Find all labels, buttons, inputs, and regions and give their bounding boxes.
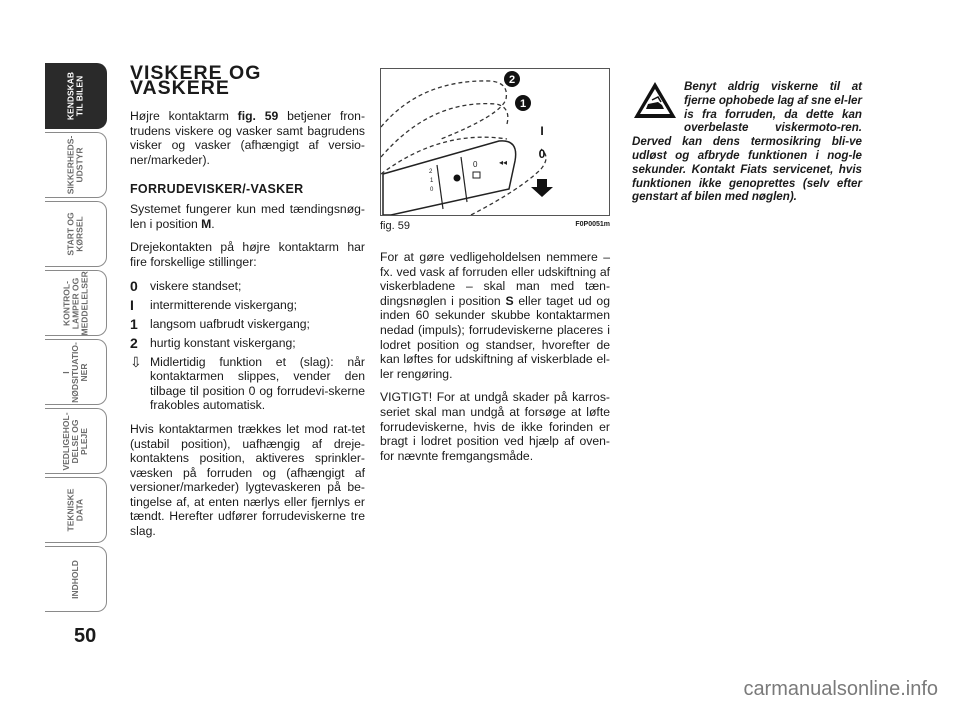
label-position-I: I: [540, 124, 544, 138]
warning-text: Benyt aldrig viskerne til at fjerne ophobede lag af sne el-ler is fra forruden, da dette kan overbelaste viskermoto-ren. Derved kan dens termosikring bli-ve udløst og afbryde funktionen i nog-le sekunder. Kontakt Fiats servicenet, hvis funktionen ikke genoprettes (selv efter genstart af bilen med nøglen).: [632, 80, 862, 204]
tab-label: INDHOLD: [70, 559, 80, 599]
position-item: ⇩ Midlertidig funktion et (slag): når kontaktarmen slippes, vender den tilbage til position 0 og forrudevi-skerne frakobles automatisk.: [130, 353, 365, 413]
maintenance-paragraph: For at gøre vedligeholdelsen nemmere – fx. ved vask af forruden eller udskiftning af viskerbladene – skal man med tæn-dingsnøglen i position S eller taget ud og inden 60 sekunder skubbe kontaktarmen nedad (impuls); forrudeviskerne placeres i lodret position og standser, hvorefter de kan løftes for udskiftning af viskerblade el-ler rengøring.: [380, 250, 610, 381]
second-column: [380, 250, 610, 472]
tab-vedligeholdelse[interactable]: [45, 408, 107, 474]
drejekontakt-paragraph: Drejekontakten på højre kontaktarm har fire forskellige stillinger:: [130, 240, 365, 269]
main-column: [130, 62, 366, 548]
important-paragraph: VIGTIGT! For at undgå skader på karros-seriet skal man undgå at forsøge at løfte forrudeviskerne, hvis de ikke forinden er bragt i lodret position ved hjælp af oven-for nævnte fremgangsmåde.: [380, 390, 610, 463]
position-item: 0 viskere standset;: [130, 277, 242, 294]
tab-label: VEDLIGEHOL- DELSE OG PLEJE: [61, 411, 89, 471]
tab-start-og-korsel[interactable]: [45, 201, 107, 267]
svg-text:0: 0: [430, 187, 434, 193]
pull-paragraph: Hvis kontaktarmen trækkes let mod rat-tet (ustabil position), uafhængig af dreje-kontaktens position, aktiveres sprinkler-væsken på forruden og (afhængigt af versioner/markeder) lygtevaskeren på be-tingelse af, at enten nærlys eller fjernlys er tændt. Herefter udfører forrudeviskerne tre slag.: [130, 421, 365, 539]
watermark: carmanualsonline.info: [743, 678, 938, 700]
figure-wiper-stalk: [380, 68, 610, 216]
tab-label: START OG KØRSEL: [65, 212, 85, 256]
tab-indhold[interactable]: [45, 546, 107, 612]
tab-kontrollamper[interactable]: [45, 270, 107, 336]
tab-tekniske-data[interactable]: [45, 477, 107, 543]
section-heading: FORRUDEVISKER/-VASKER: [130, 181, 304, 196]
svg-text:◂◂: ◂◂: [499, 158, 508, 167]
system-paragraph: Systemet fungerer kun med tændingsnøg-len i position M.: [130, 202, 365, 231]
warning-box: [632, 80, 862, 204]
tab-label: I NØDSITUATIO- NER: [61, 341, 89, 403]
arrow-down-icon: [531, 179, 553, 197]
position-item: I intermitterende viskergang;: [130, 296, 297, 313]
position-item: 2 hurtig konstant viskergang;: [130, 334, 296, 351]
svg-text:1: 1: [519, 98, 527, 110]
badge-1: [515, 95, 531, 111]
tab-kendskab-til-bilen[interactable]: [45, 63, 107, 129]
badge-2: [504, 71, 520, 87]
wiper-stalk-illustration: [381, 69, 609, 215]
page-title: VISKERE OG VASKERE: [130, 62, 262, 99]
figure-caption: fig. 59 F0P0051m: [380, 220, 610, 232]
figure-reference: fig. 59: [237, 109, 279, 124]
tab-label: KENDSKAB TIL BILEN: [65, 71, 85, 121]
tab-sikkerhedsudstyr[interactable]: [45, 132, 107, 198]
position-item: 1 langsom uafbrudt viskergang;: [130, 315, 310, 332]
label-position-0: 0: [538, 147, 546, 161]
svg-text:0: 0: [473, 160, 478, 169]
svg-text:1: 1: [430, 178, 434, 184]
figure-code: F0P0051m: [575, 221, 610, 228]
svg-text:2: 2: [508, 74, 516, 86]
tab-nodsituationer[interactable]: [45, 339, 107, 405]
tab-label: SIKKERHEDS- UDSTYR: [65, 135, 85, 195]
svg-text:2: 2: [429, 169, 433, 175]
page-number: 50: [74, 625, 97, 647]
tab-label: TEKNISKE DATA: [65, 488, 85, 532]
tab-label: KONTROL- LAMPER OG MEDDELELSER: [61, 270, 89, 335]
warning-icon: [632, 80, 684, 130]
intro-paragraph: Højre kontaktarm fig. 59 betjener fron-trudens viskere og vasker samt bagrudens visker og vasker (afhængigt af versio-ner/markeder).: [130, 109, 366, 167]
